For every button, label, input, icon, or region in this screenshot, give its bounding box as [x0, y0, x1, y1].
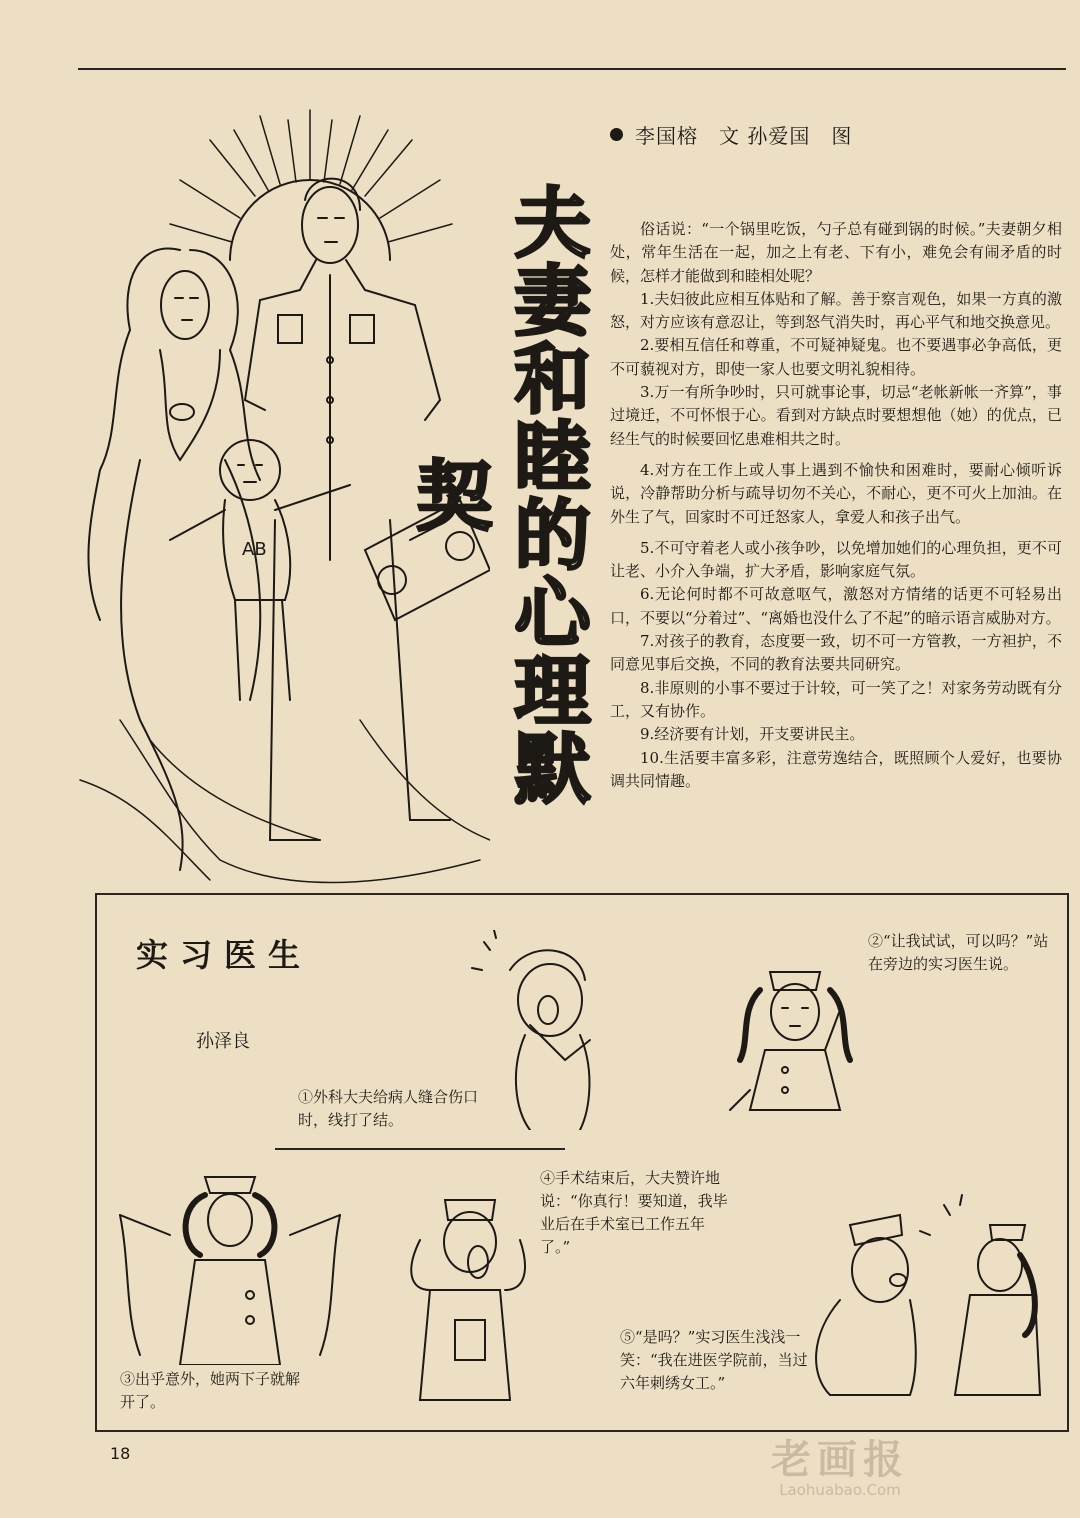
tip-paragraph: 7.对孩子的教育，态度要一致，切不可一方管教，一方袒护，不同意见事后交换，不同的教育法要共同研究。 [610, 632, 1062, 674]
tip-paragraph: 1.夫妇彼此应相互体贴和了解。善于察言观色，如果一方真的激怒，对方应该有意忍让，等到怒气消失时，再心平气和地交换意见。 [610, 289, 1062, 332]
tip-paragraph: 2.要相互信任和尊重，不可疑神疑鬼。也不要遇事必争高低，更不可藐视对方，即使一家人也要文明礼貌相待。 [610, 336, 1062, 378]
watermark-url: Laohuabao.Com [779, 1481, 901, 1499]
byline-text: 李国榕 文 孙爱国 图 [635, 124, 853, 148]
surgeon-knotted-thread-drawing [470, 930, 620, 1130]
intern-untying-drawing [110, 1165, 350, 1365]
page-number: 18 [110, 1444, 131, 1463]
comic-title: 实习医生 [136, 936, 313, 974]
woman-figure [88, 248, 260, 870]
comic-caption-1: ①外科大夫给病人缝合伤口时，线打了结。 [298, 1088, 479, 1129]
byline [610, 120, 852, 149]
intern-offering-drawing [720, 950, 870, 1130]
comic-author: 孙泽良 [196, 1031, 250, 1052]
comic-caption-4: ④手术结束后，大夫赞许地说：“你真行！要知道，我毕业后在手术室已工作五年了。” [540, 1169, 728, 1256]
tip-paragraph: 10.生活要丰富多彩，注意劳逸结合，既照顾个人爱好，也要协调共同情趣。 [610, 748, 1062, 790]
tip-paragraph: 6.无论何时都不可故意呕气，激怒对方情绪的话更不可轻易出口，不要以“分着过”、“离婚也没什么了不起”的暗示语言威胁对方。 [610, 585, 1062, 627]
article-title: 夫妻和睦的心理默契 [404, 183, 591, 807]
tree-roots [80, 720, 490, 883]
doctor-and-intern-drawing [800, 1185, 1045, 1400]
top-rule [78, 68, 1066, 70]
tip-paragraph: 9.经济要有计划，开支要讲民主。 [640, 725, 865, 744]
watermark-logo: 老画报 [771, 1437, 909, 1483]
surgeon-praising-drawing [400, 1180, 530, 1410]
article-body [610, 218, 1062, 793]
comic-caption-5: ⑤“是吗？”实习医生浅浅一笑：“我在进医学院前，当过六年刺绣女工。” [620, 1328, 808, 1392]
bullet-icon [610, 128, 623, 141]
tip-paragraph: 3.万一有所争吵时，只可就事论事，切忌“老帐新帐一齐算”，事过境迁，不可怀恨于心。看到对方缺点时要想想他（她）的优点，已经生气的时候要回忆患难相共之时。 [610, 383, 1062, 448]
tip-paragraph: 5.不可守着老人或小孩争吵，以免增加她们的心理负担，更不可让老、小介入争端，扩大矛盾，影响家庭气氛。 [610, 538, 1062, 581]
sun-icon [170, 110, 452, 260]
watermark [740, 1428, 940, 1499]
panel-divider [275, 1148, 565, 1150]
svg-text:AB: AB [242, 539, 267, 560]
comic-caption-3: ③出乎意外，她两下子就解开了。 [120, 1370, 301, 1411]
tip-paragraph: 4.对方在工作上或人事上遇到不愉快和困难时，要耐心倾听诉说，冷静帮助分析与疏导切勿不关心，不耐心，更不可火上加油。在外生了气，回家时不可迁怒家人，拿爱人和孩子出气。 [610, 460, 1062, 526]
comic-caption-2: ②“让我试试，可以吗？”站在旁边的实习医生说。 [868, 932, 1049, 973]
tip-paragraph: 8.非原则的小事不要过于计较，可一笑了之！对家务劳动既有分工，又有协作。 [610, 678, 1062, 720]
intro-paragraph: 俗话说：“一个锅里吃饭，勺子总有碰到锅的时候。”夫妻朝夕相处，常年生活在一起，加之上有老、下有小，难免会有闹矛盾的时候，怎样才能做到和睦相处呢？ [610, 220, 1062, 285]
